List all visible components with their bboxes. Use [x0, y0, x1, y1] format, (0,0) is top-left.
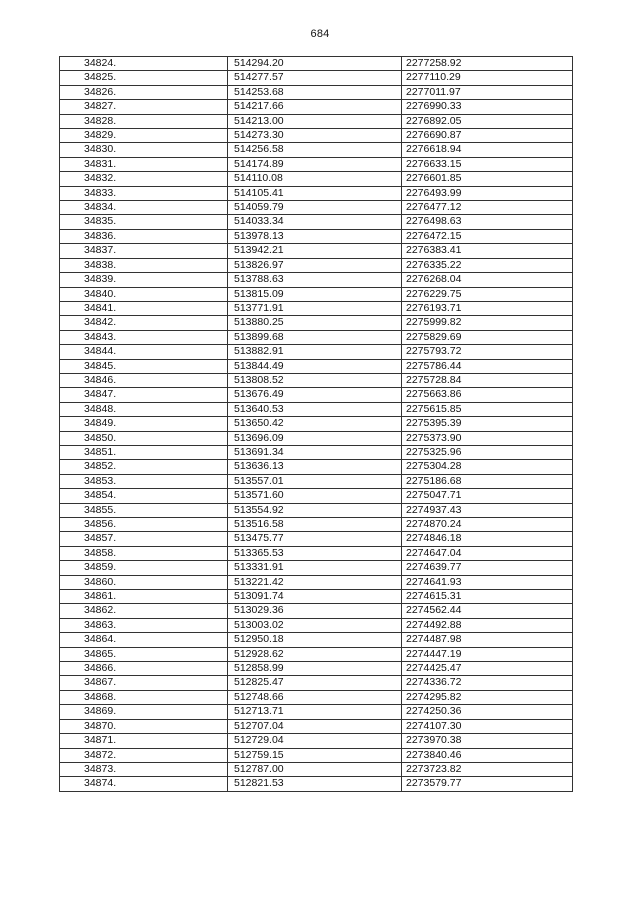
point-number-cell: 34830. [60, 143, 228, 157]
point-number-cell: 34827. [60, 100, 228, 114]
table-row [60, 157, 573, 171]
table-row [60, 734, 573, 748]
table-row [60, 186, 573, 200]
point-number-cell: 34856. [60, 518, 228, 532]
y-coordinate-cell: 2273970.38 [402, 734, 573, 748]
y-coordinate-cell: 2276618.94 [402, 143, 573, 157]
y-coordinate-cell: 2277258.92 [402, 57, 573, 71]
table-row [60, 690, 573, 704]
point-number-cell: 34847. [60, 388, 228, 402]
point-number-cell: 34848. [60, 402, 228, 416]
point-number-cell: 34861. [60, 590, 228, 604]
x-coordinate-cell: 512713.71 [228, 705, 402, 719]
point-number-cell: 34839. [60, 273, 228, 287]
point-number-cell: 34832. [60, 172, 228, 186]
y-coordinate-cell: 2275325.96 [402, 445, 573, 459]
x-coordinate-cell: 514253.68 [228, 85, 402, 99]
point-number-cell: 34840. [60, 287, 228, 301]
point-number-cell: 34859. [60, 561, 228, 575]
y-coordinate-cell: 2276493.99 [402, 186, 573, 200]
table-row [60, 762, 573, 776]
table-row [60, 546, 573, 560]
x-coordinate-cell: 512950.18 [228, 633, 402, 647]
page-number: 684 [310, 28, 330, 40]
y-coordinate-cell: 2276268.04 [402, 273, 573, 287]
y-coordinate-cell: 2273579.77 [402, 777, 573, 791]
table-row [60, 359, 573, 373]
table-row [60, 345, 573, 359]
table-row [60, 748, 573, 762]
table-row [60, 57, 573, 71]
y-coordinate-cell: 2275047.71 [402, 489, 573, 503]
point-number-cell: 34845. [60, 359, 228, 373]
x-coordinate-cell: 514277.57 [228, 71, 402, 85]
x-coordinate-cell: 514294.20 [228, 57, 402, 71]
y-coordinate-cell: 2274425.47 [402, 662, 573, 676]
table-row [60, 431, 573, 445]
point-number-cell: 34851. [60, 445, 228, 459]
x-coordinate-cell: 513221.42 [228, 575, 402, 589]
x-coordinate-cell: 513650.42 [228, 417, 402, 431]
point-number-cell: 34846. [60, 373, 228, 387]
point-number-cell: 34838. [60, 258, 228, 272]
point-number-cell: 34868. [60, 690, 228, 704]
point-number-cell: 34858. [60, 546, 228, 560]
table-row [60, 388, 573, 402]
table-row [60, 215, 573, 229]
x-coordinate-cell: 514273.30 [228, 129, 402, 143]
point-number-cell: 34857. [60, 532, 228, 546]
point-number-cell: 34829. [60, 129, 228, 143]
table-row [60, 705, 573, 719]
y-coordinate-cell: 2277011.97 [402, 85, 573, 99]
x-coordinate-cell: 513942.21 [228, 244, 402, 258]
y-coordinate-cell: 2276383.41 [402, 244, 573, 258]
table-row [60, 474, 573, 488]
table-row [60, 518, 573, 532]
point-number-cell: 34834. [60, 201, 228, 215]
point-number-cell: 34849. [60, 417, 228, 431]
point-number-cell: 34831. [60, 157, 228, 171]
point-number-cell: 34870. [60, 719, 228, 733]
table-row [60, 172, 573, 186]
table-row [60, 633, 573, 647]
y-coordinate-cell: 2274647.04 [402, 546, 573, 560]
x-coordinate-cell: 512707.04 [228, 719, 402, 733]
point-number-cell: 34828. [60, 114, 228, 128]
table-row [60, 532, 573, 546]
point-number-cell: 34872. [60, 748, 228, 762]
x-coordinate-cell: 513880.25 [228, 316, 402, 330]
point-number-cell: 34837. [60, 244, 228, 258]
y-coordinate-cell: 2273840.46 [402, 748, 573, 762]
point-number-cell: 34863. [60, 618, 228, 632]
point-number-cell: 34866. [60, 662, 228, 676]
y-coordinate-cell: 2275786.44 [402, 359, 573, 373]
table-row [60, 114, 573, 128]
point-number-cell: 34871. [60, 734, 228, 748]
table-row [60, 445, 573, 459]
x-coordinate-cell: 512729.04 [228, 734, 402, 748]
table-row [60, 618, 573, 632]
x-coordinate-cell: 512787.00 [228, 762, 402, 776]
x-coordinate-cell: 513882.91 [228, 345, 402, 359]
x-coordinate-cell: 513557.01 [228, 474, 402, 488]
y-coordinate-cell: 2276990.33 [402, 100, 573, 114]
x-coordinate-cell: 513516.58 [228, 518, 402, 532]
table-row [60, 604, 573, 618]
table-row [60, 129, 573, 143]
table-row [60, 489, 573, 503]
table-row [60, 460, 573, 474]
x-coordinate-cell: 513899.68 [228, 330, 402, 344]
point-number-cell: 34869. [60, 705, 228, 719]
y-coordinate-cell: 2276601.85 [402, 172, 573, 186]
x-coordinate-cell: 513029.36 [228, 604, 402, 618]
x-coordinate-cell: 513826.97 [228, 258, 402, 272]
point-number-cell: 34826. [60, 85, 228, 99]
table-row [60, 71, 573, 85]
y-coordinate-cell: 2274107.30 [402, 719, 573, 733]
table-row [60, 647, 573, 661]
x-coordinate-cell: 513676.49 [228, 388, 402, 402]
x-coordinate-cell: 512928.62 [228, 647, 402, 661]
y-coordinate-cell: 2274937.43 [402, 503, 573, 517]
point-number-cell: 34852. [60, 460, 228, 474]
x-coordinate-cell: 513554.92 [228, 503, 402, 517]
table-row [60, 229, 573, 243]
coordinate-table [59, 56, 573, 792]
point-number-cell: 34824. [60, 57, 228, 71]
y-coordinate-cell: 2275793.72 [402, 345, 573, 359]
point-number-cell: 34825. [60, 71, 228, 85]
table-row [60, 201, 573, 215]
y-coordinate-cell: 2274447.19 [402, 647, 573, 661]
y-coordinate-cell: 2274641.93 [402, 575, 573, 589]
x-coordinate-cell: 513691.34 [228, 445, 402, 459]
x-coordinate-cell: 513475.77 [228, 532, 402, 546]
x-coordinate-cell: 513571.60 [228, 489, 402, 503]
x-coordinate-cell: 513640.53 [228, 402, 402, 416]
x-coordinate-cell: 514174.89 [228, 157, 402, 171]
table-row [60, 258, 573, 272]
y-coordinate-cell: 2276477.12 [402, 201, 573, 215]
point-number-cell: 34836. [60, 229, 228, 243]
table-row [60, 662, 573, 676]
x-coordinate-cell: 513365.53 [228, 546, 402, 560]
table-row [60, 316, 573, 330]
point-number-cell: 34841. [60, 301, 228, 315]
x-coordinate-cell: 514256.58 [228, 143, 402, 157]
y-coordinate-cell: 2275663.86 [402, 388, 573, 402]
y-coordinate-cell: 2275186.68 [402, 474, 573, 488]
x-coordinate-cell: 512858.99 [228, 662, 402, 676]
point-number-cell: 34854. [60, 489, 228, 503]
x-coordinate-cell: 513091.74 [228, 590, 402, 604]
y-coordinate-cell: 2274846.18 [402, 532, 573, 546]
table-row [60, 301, 573, 315]
table-row [60, 777, 573, 791]
table-row [60, 100, 573, 114]
y-coordinate-cell: 2275728.84 [402, 373, 573, 387]
x-coordinate-cell: 513978.13 [228, 229, 402, 243]
table-row [60, 273, 573, 287]
x-coordinate-cell: 513808.52 [228, 373, 402, 387]
y-coordinate-cell: 2274615.31 [402, 590, 573, 604]
x-coordinate-cell: 513844.49 [228, 359, 402, 373]
y-coordinate-cell: 2275304.28 [402, 460, 573, 474]
table-row [60, 85, 573, 99]
point-number-cell: 34855. [60, 503, 228, 517]
table-row [60, 373, 573, 387]
x-coordinate-cell: 514033.34 [228, 215, 402, 229]
coordinate-table-body [60, 57, 573, 792]
point-number-cell: 34873. [60, 762, 228, 776]
point-number-cell: 34860. [60, 575, 228, 589]
y-coordinate-cell: 2276472.15 [402, 229, 573, 243]
y-coordinate-cell: 2273723.82 [402, 762, 573, 776]
y-coordinate-cell: 2275373.90 [402, 431, 573, 445]
table-row [60, 330, 573, 344]
x-coordinate-cell: 513788.63 [228, 273, 402, 287]
table-row [60, 244, 573, 258]
point-number-cell: 34864. [60, 633, 228, 647]
point-number-cell: 34844. [60, 345, 228, 359]
point-number-cell: 34874. [60, 777, 228, 791]
table-row [60, 503, 573, 517]
table-row [60, 287, 573, 301]
table-row [60, 402, 573, 416]
x-coordinate-cell: 514217.66 [228, 100, 402, 114]
y-coordinate-cell: 2274562.44 [402, 604, 573, 618]
table-row [60, 143, 573, 157]
x-coordinate-cell: 513815.09 [228, 287, 402, 301]
y-coordinate-cell: 2274336.72 [402, 676, 573, 690]
y-coordinate-cell: 2276633.15 [402, 157, 573, 171]
y-coordinate-cell: 2276335.22 [402, 258, 573, 272]
x-coordinate-cell: 512821.53 [228, 777, 402, 791]
x-coordinate-cell: 513771.91 [228, 301, 402, 315]
point-number-cell: 34862. [60, 604, 228, 618]
point-number-cell: 34842. [60, 316, 228, 330]
x-coordinate-cell: 513331.91 [228, 561, 402, 575]
y-coordinate-cell: 2275829.69 [402, 330, 573, 344]
y-coordinate-cell: 2277110.29 [402, 71, 573, 85]
table-row [60, 590, 573, 604]
y-coordinate-cell: 2276193.71 [402, 301, 573, 315]
table-row [60, 417, 573, 431]
y-coordinate-cell: 2274250.36 [402, 705, 573, 719]
point-number-cell: 34865. [60, 647, 228, 661]
x-coordinate-cell: 513636.13 [228, 460, 402, 474]
x-coordinate-cell: 514110.08 [228, 172, 402, 186]
x-coordinate-cell: 512825.47 [228, 676, 402, 690]
table-row [60, 719, 573, 733]
point-number-cell: 34853. [60, 474, 228, 488]
y-coordinate-cell: 2275999.82 [402, 316, 573, 330]
point-number-cell: 34867. [60, 676, 228, 690]
x-coordinate-cell: 512759.15 [228, 748, 402, 762]
y-coordinate-cell: 2274870.24 [402, 518, 573, 532]
x-coordinate-cell: 514213.00 [228, 114, 402, 128]
x-coordinate-cell: 514059.79 [228, 201, 402, 215]
y-coordinate-cell: 2274639.77 [402, 561, 573, 575]
x-coordinate-cell: 513003.02 [228, 618, 402, 632]
point-number-cell: 34835. [60, 215, 228, 229]
y-coordinate-cell: 2274295.82 [402, 690, 573, 704]
y-coordinate-cell: 2275395.39 [402, 417, 573, 431]
x-coordinate-cell: 514105.41 [228, 186, 402, 200]
y-coordinate-cell: 2274487.98 [402, 633, 573, 647]
y-coordinate-cell: 2274492.88 [402, 618, 573, 632]
table-row [60, 575, 573, 589]
point-number-cell: 34833. [60, 186, 228, 200]
y-coordinate-cell: 2276229.75 [402, 287, 573, 301]
y-coordinate-cell: 2275615.85 [402, 402, 573, 416]
y-coordinate-cell: 2276892.05 [402, 114, 573, 128]
x-coordinate-cell: 512748.66 [228, 690, 402, 704]
x-coordinate-cell: 513696.09 [228, 431, 402, 445]
point-number-cell: 34843. [60, 330, 228, 344]
point-number-cell: 34850. [60, 431, 228, 445]
y-coordinate-cell: 2276498.63 [402, 215, 573, 229]
y-coordinate-cell: 2276690.87 [402, 129, 573, 143]
table-row [60, 676, 573, 690]
table-row [60, 561, 573, 575]
